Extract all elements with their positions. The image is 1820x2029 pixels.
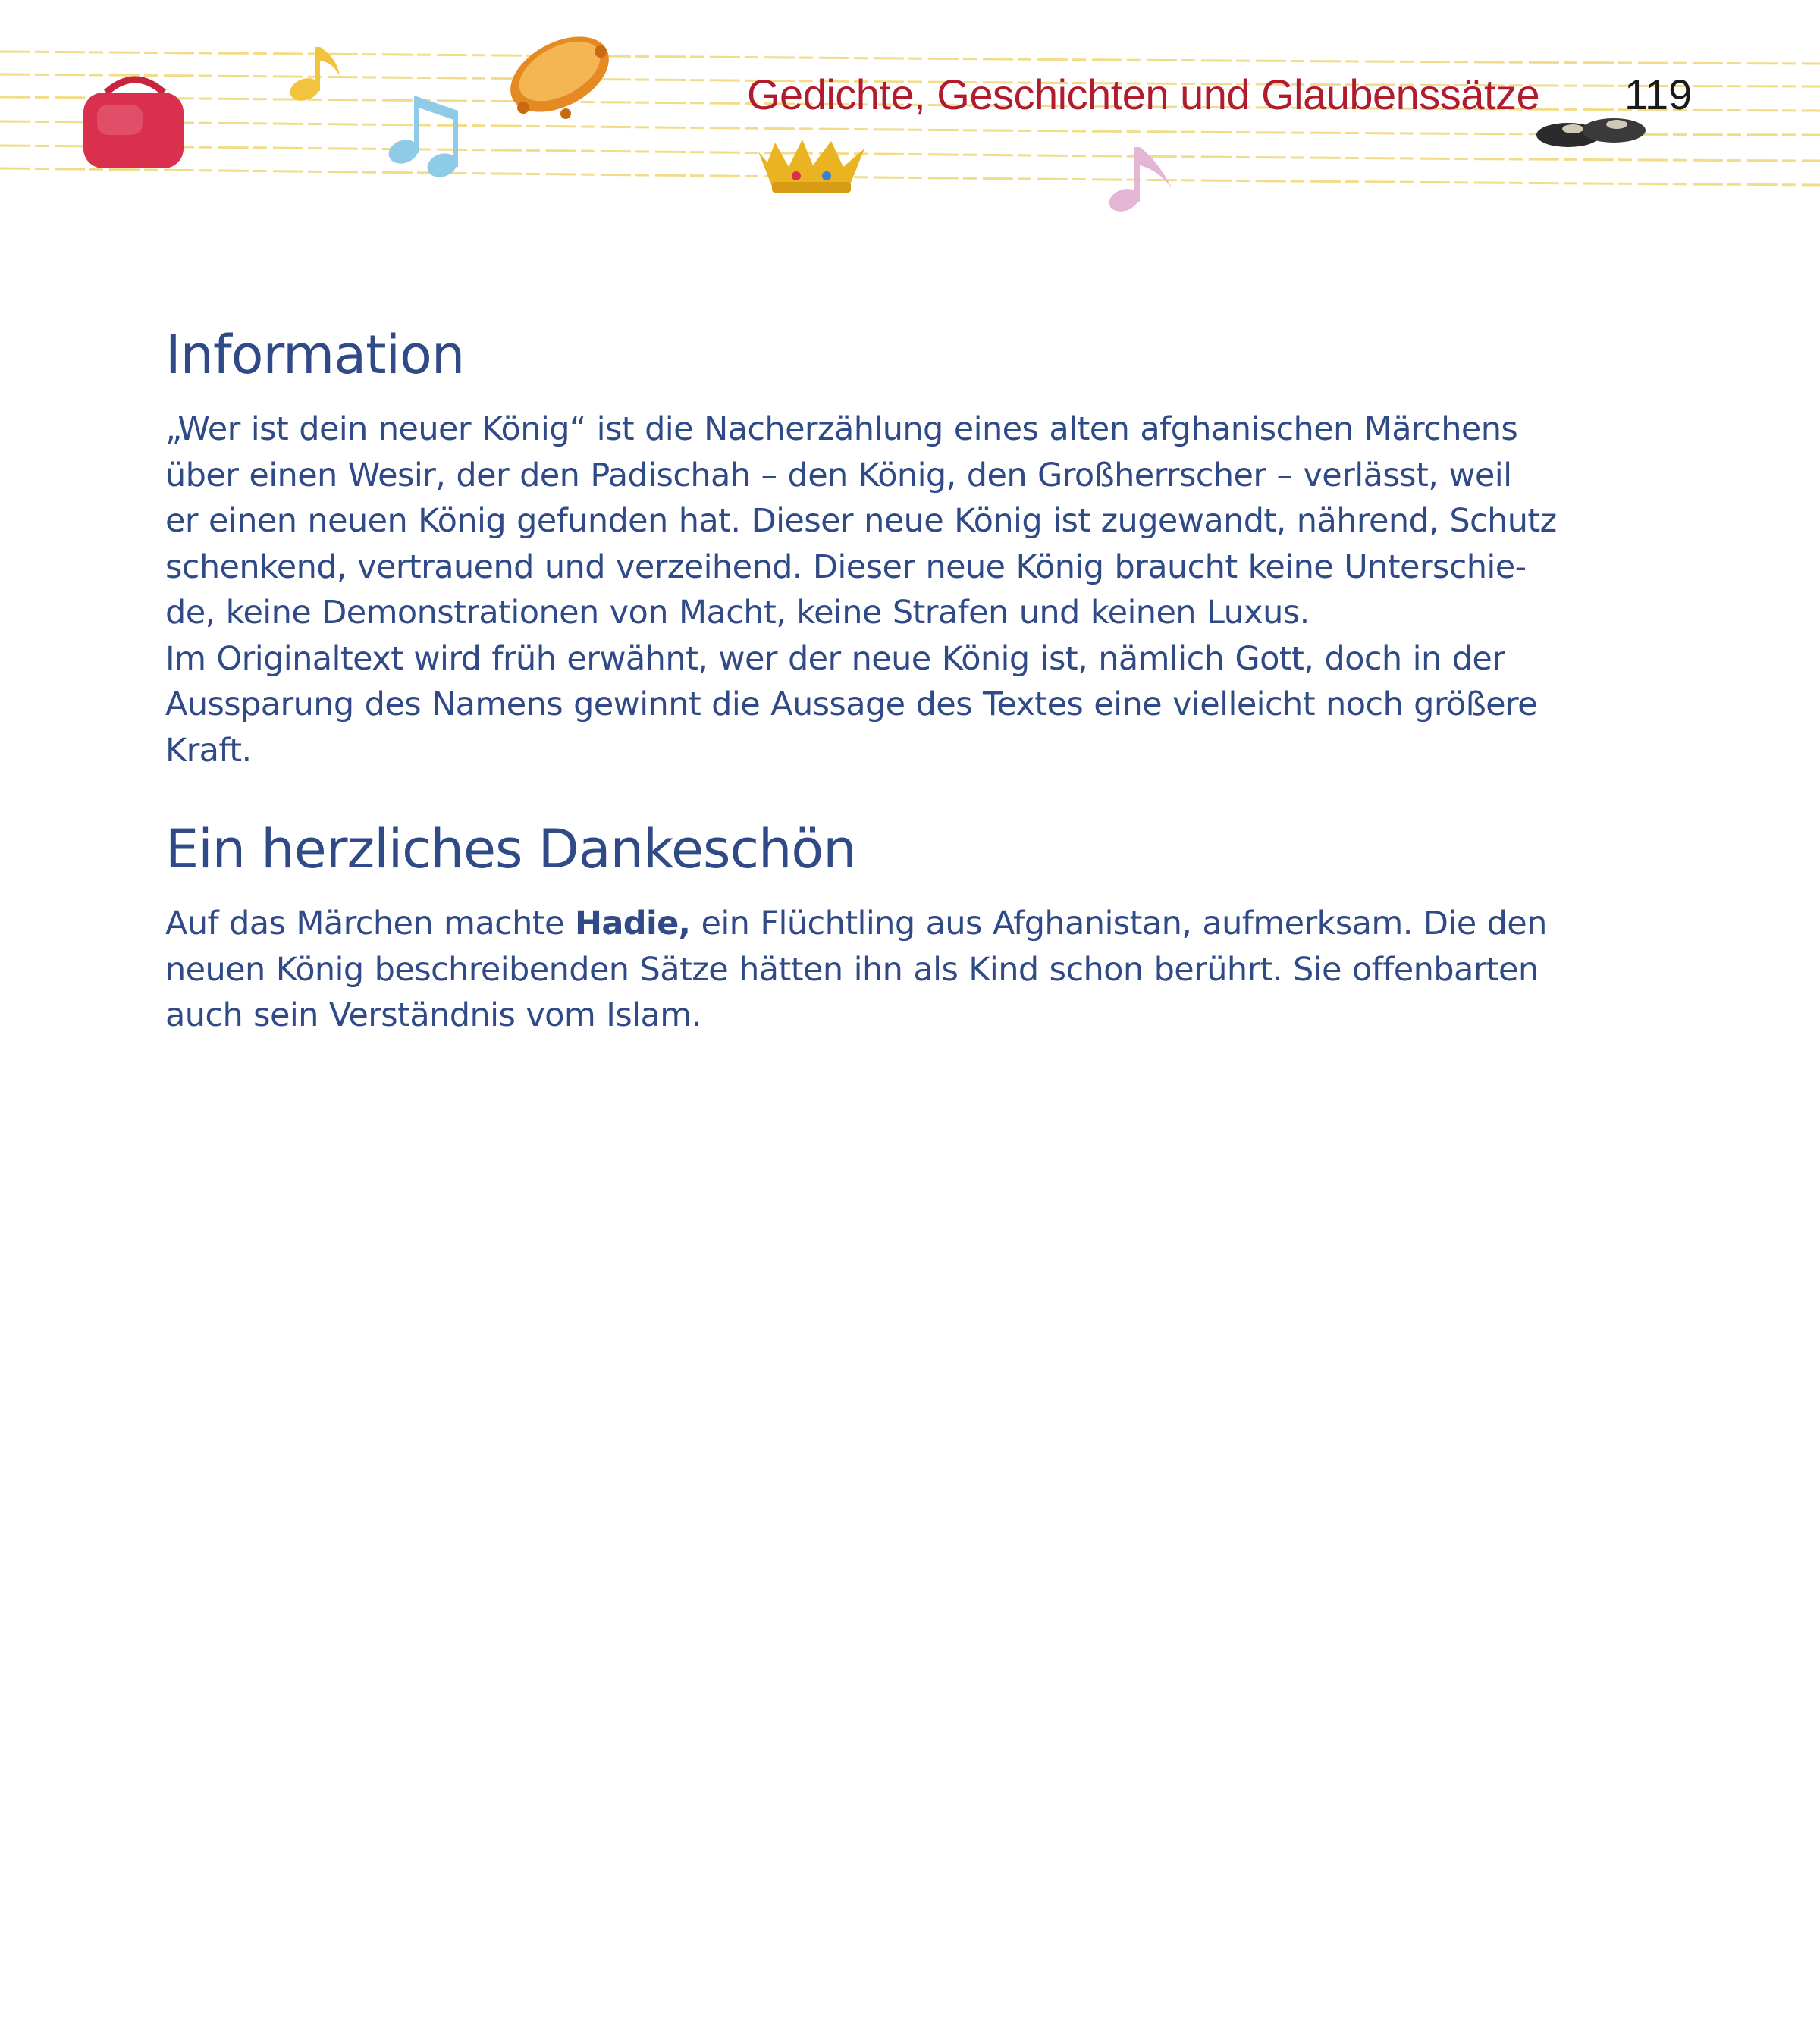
paragraph-line bbox=[165, 901, 1621, 947]
text-run: ein Flüchtling aus Afghanistan, aufmerksam. Die den bbox=[690, 905, 1547, 942]
paragraph-line: Im Originaltext wird früh erwähnt, wer der neue König ist, nämlich Gott, doch in der bbox=[165, 639, 1505, 678]
section-thanks bbox=[165, 813, 1621, 1039]
paragraph-line: schenkend, vertrauend und verzeihend. Dieser neue König braucht keine Unterschie- bbox=[165, 547, 1527, 586]
paragraph-line: „Wer ist dein neuer König“ ist die Nacherzählung eines alten afghanischen Märchens bbox=[165, 410, 1518, 448]
chapter-title: Gedichte, Geschichten und Glaubenssätze bbox=[747, 71, 1540, 118]
section-heading-information: Information bbox=[165, 324, 465, 386]
tambourine-icon bbox=[497, 21, 621, 127]
section-heading-thanks: Ein herzliches Dankeschön bbox=[165, 818, 856, 880]
bold-name: Hadie, bbox=[574, 905, 691, 942]
crown-icon bbox=[758, 140, 864, 193]
paragraph-line: auch sein Verständnis vom Islam. bbox=[165, 996, 701, 1034]
slippers-icon bbox=[1536, 118, 1646, 147]
paragraph-line: über einen Wesir, der den Padischah – den König, den Großherrscher – verlässt, weil bbox=[165, 456, 1512, 494]
page-content bbox=[165, 318, 1621, 1034]
thanks-paragraph bbox=[165, 901, 1621, 1039]
paragraph-line: de, keine Demonstrationen von Macht, keine Strafen und keinen Luxus. bbox=[165, 594, 1310, 632]
information-paragraph bbox=[165, 406, 1621, 773]
section-information bbox=[165, 318, 1621, 773]
paragraph-line: Aussparung des Namens gewinnt die Aussage des Textes eine vielleicht noch größere bbox=[165, 685, 1538, 723]
text-run: Auf das Märchen machte bbox=[165, 905, 575, 942]
red-bag-icon bbox=[83, 80, 184, 168]
paragraph-line: Kraft. bbox=[165, 731, 252, 770]
paragraph-line: er einen neuen König gefunden hat. Dieser neue König ist zugewandt, nährend, Schutz bbox=[165, 502, 1557, 540]
page-number: 119 bbox=[1624, 71, 1693, 118]
page-header bbox=[0, 0, 1820, 227]
blue-music-note-icon bbox=[385, 96, 460, 181]
paragraph-line: neuen König beschreibenden Sätze hätten ihn als Kind schon berührt. Sie offenbarten bbox=[165, 950, 1539, 989]
